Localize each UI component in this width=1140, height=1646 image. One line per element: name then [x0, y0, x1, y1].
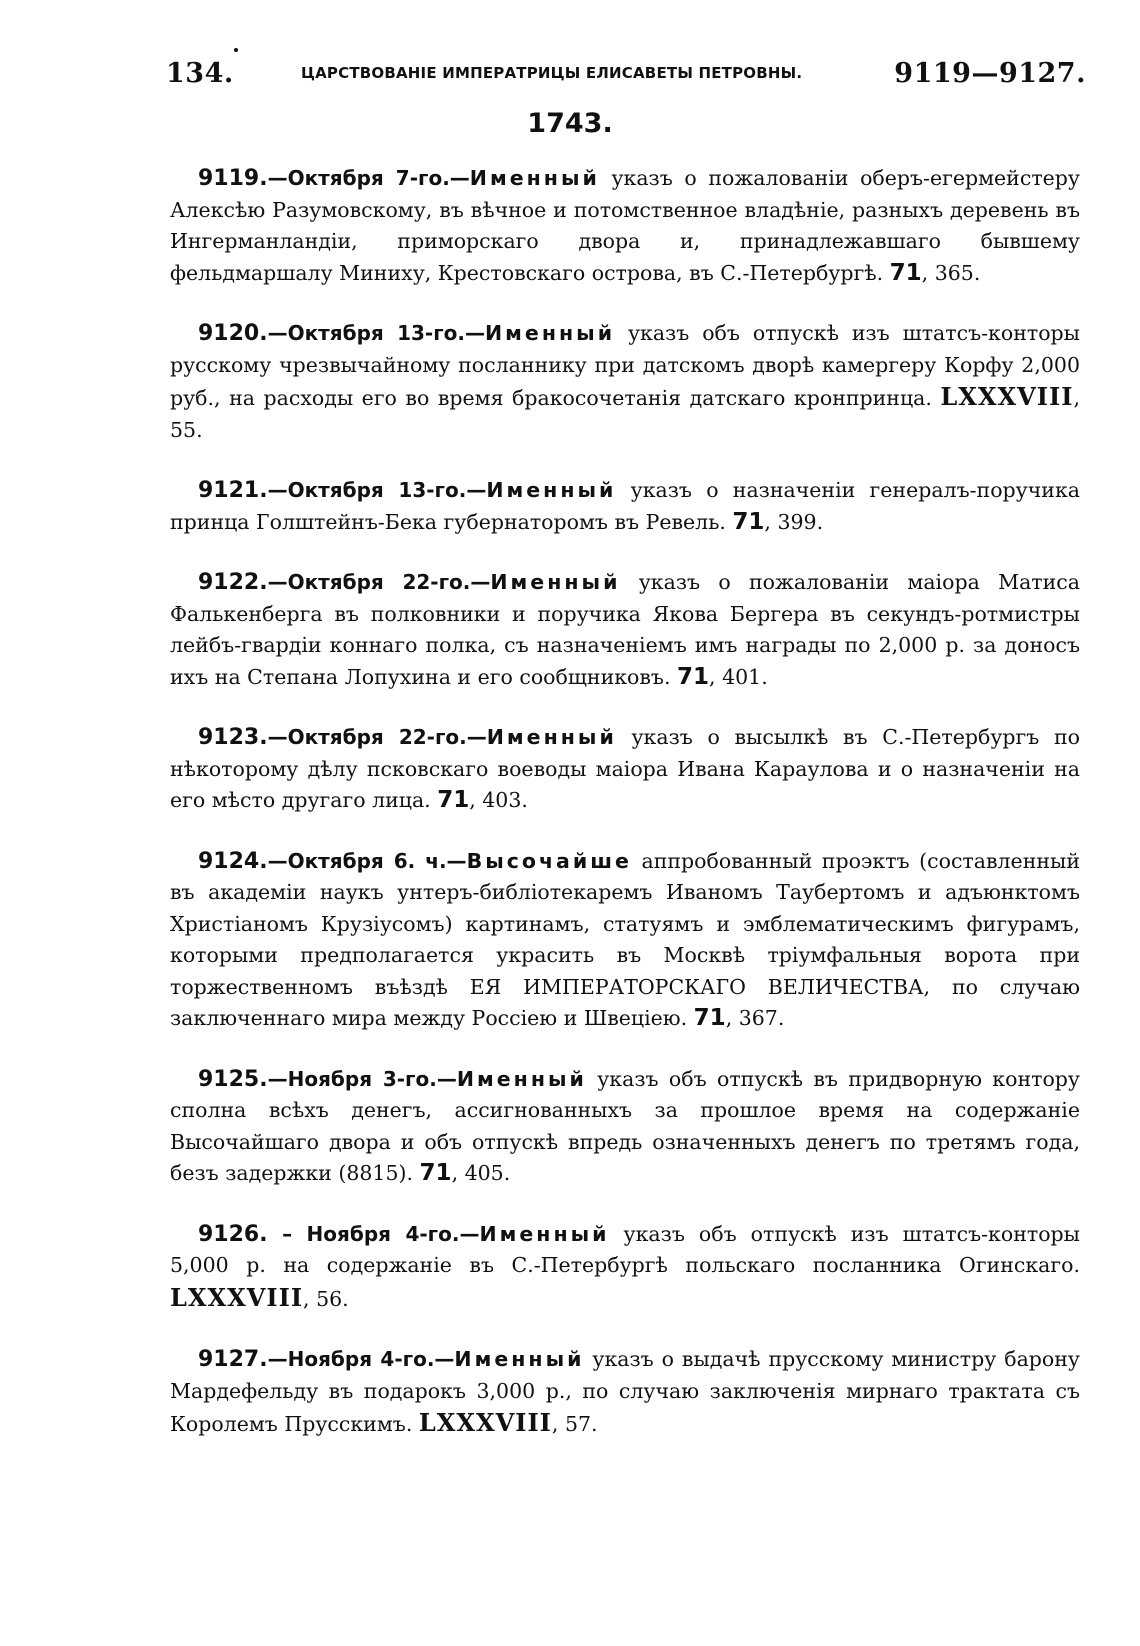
entry-9119	[170, 163, 1080, 289]
entry-kind: Именный	[486, 478, 617, 502]
entry-text: указъ о высылкѣ въ С.-Петербургъ по нѣкоторому дѣлу псковскаго воеводы маіора Ивана Караулова и о назначеніи на его мѣсто другаго лица.	[170, 725, 1080, 812]
entry-number: 9121.	[198, 478, 268, 503]
entry-date: —Ноября 4-го.—	[267, 1347, 455, 1371]
entry-number: 9119.	[198, 166, 268, 191]
entry-9124	[170, 846, 1080, 1035]
entry-kind: Именный	[490, 570, 621, 594]
entry-number: 9122.	[198, 570, 268, 595]
ref-page: , 401.	[709, 664, 768, 689]
entry-kind: Именный	[485, 321, 616, 345]
entry-date: —Октября 22-го.—	[267, 725, 487, 749]
entry-text: указъ объ отпускѣ изъ штатсъ-конторы русскому чрезвычайному посланнику при датскомъ дворѣ камергеру Корфу 2,000 руб., на расходы его во время бракосочетанія датскаго кронпринца.	[170, 321, 1081, 410]
entry-date: —Октября 13-го.—	[267, 478, 487, 502]
entry-date: —Октября 13-го.—	[267, 321, 486, 345]
ref-volume: 71	[677, 663, 710, 690]
running-title: ЦАРСТВОВАНІЕ ИМПЕРАТРИЦЫ ЕЛИСАВЕТЫ ПЕТРОВНЫ.	[301, 64, 803, 82]
entry-kind: Высочайше	[466, 848, 632, 873]
entries-list	[170, 163, 1080, 1470]
entry-kind: Именный	[456, 1066, 587, 1091]
ref-page: , 57.	[551, 1412, 598, 1436]
ref-volume: 71	[693, 1005, 726, 1031]
ref-volume: LXXXVIII	[170, 1282, 304, 1312]
entry-9122	[170, 567, 1080, 693]
entry-date: —Октября 6. ч.—	[267, 848, 467, 873]
entry-text: аппробованный проэктъ (составленный въ академіи наукъ унтеръ-библіотекаремъ Иваномъ Таубертомъ и адъюнктомъ Христіаномъ Крузіусомъ) картинамъ, статуямъ и эмблематическимъ фигурамъ, которыми предполагается украсить въ Москвѣ тріумфальныя ворота при торжественномъ въѣздѣ ЕЯ ИМПЕРАТОРСКАГО ВЕЛИЧЕСТВА, по случаю заключеннаго мира между Россіею и Швеціею.	[170, 848, 1080, 1030]
ref-volume: 71	[419, 1160, 452, 1186]
running-head	[166, 58, 1086, 92]
entry-date: – Ноября 4-го.—	[267, 1221, 480, 1246]
entry-9125	[170, 1064, 1080, 1190]
entry-kind: Именный	[486, 725, 617, 749]
entry-kind: Именный	[469, 166, 600, 190]
year-heading: 1743.	[527, 108, 613, 139]
ref-page: , 56.	[303, 1286, 349, 1311]
entry-number: 9126.	[198, 1221, 268, 1247]
entry-9126	[170, 1219, 1080, 1316]
entry-text: указъ о выдачѣ прусскому министру барону Мардефельду въ подарокъ 3,000 р., по случаю заключенія мирнаго трактата съ Королемъ Прусскимъ.	[170, 1347, 1080, 1436]
ref-page: , 403.	[469, 788, 528, 812]
ref-page: , 405.	[451, 1161, 511, 1185]
entry-kind: Именный	[479, 1221, 610, 1246]
ref-page: , 367.	[725, 1006, 785, 1030]
entry-number: 9125.	[198, 1066, 268, 1092]
entry-range: 9119—9127.	[894, 58, 1086, 89]
ref-volume: 71	[437, 787, 470, 813]
entry-text: указъ объ отпускѣ въ придворную контору сполна всѣхъ денегъ, ассигнованныхъ за прошлое время на содержаніе Высочайшаго двора и объ отпускѣ впредь означенныхъ денегъ по третямъ года, безъ задержки (8815).	[170, 1066, 1080, 1185]
entry-kind: Именный	[454, 1347, 585, 1371]
entry-text: указъ о назначеніи генералъ-поручика принца Голштейнъ-Бека губернаторомъ въ Ревель.	[170, 478, 1080, 534]
page-number: 134.	[166, 58, 234, 89]
ref-volume: LXXXVIII	[940, 382, 1074, 411]
entry-number: 9127.	[198, 1347, 268, 1372]
ref-page: , 55.	[170, 386, 1080, 442]
ref-volume: LXXXVIII	[418, 1408, 552, 1437]
entry-text: указъ объ отпускѣ изъ штатсъ-конторы 5,000 р. на содержаніе въ С.-Петербургѣ польскаго посланника Огинскаго.	[170, 1221, 1080, 1277]
entry-number: 9124.	[198, 848, 268, 874]
entry-number: 9123.	[198, 725, 268, 750]
entry-date: —Октября 7-го.—	[267, 166, 470, 190]
ref-volume: 71	[732, 508, 765, 535]
entry-text: указъ о пожалованіи оберъ-егермейстеру Алексѣю Разумовскому, въ вѣчное и потомственное владѣніе, разныхъ деревень въ Ингерманландіи, приморскаго двора и, принадлежавшаго бывшему фельдмаршалу Миниху, Крестовскаго острова, въ С.-Петербургѣ.	[170, 166, 1080, 285]
entry-number: 9120.	[198, 321, 268, 346]
ref-volume: 71	[889, 259, 922, 286]
entry-9127	[170, 1344, 1080, 1441]
entry-text: указъ о пожалованіи маіора Матиса Фалькенберга въ полковники и поручика Якова Бергера въ секундъ-ротмистры лейбъ-гвардіи коннаго полка, съ назначеніемъ имъ награды по 2,000 р. за доносъ ихъ на Степана Лопухина и его сообщниковъ.	[170, 570, 1081, 689]
ref-page: , 399.	[764, 509, 824, 534]
print-dot	[234, 48, 238, 52]
entry-9120	[170, 318, 1080, 446]
entry-date: —Октября 22-го.—	[267, 570, 491, 594]
entry-9123	[170, 722, 1080, 817]
entry-9121	[170, 475, 1080, 538]
entry-date: —Ноября 3-го.—	[267, 1066, 457, 1091]
ref-page: , 365.	[921, 260, 981, 285]
